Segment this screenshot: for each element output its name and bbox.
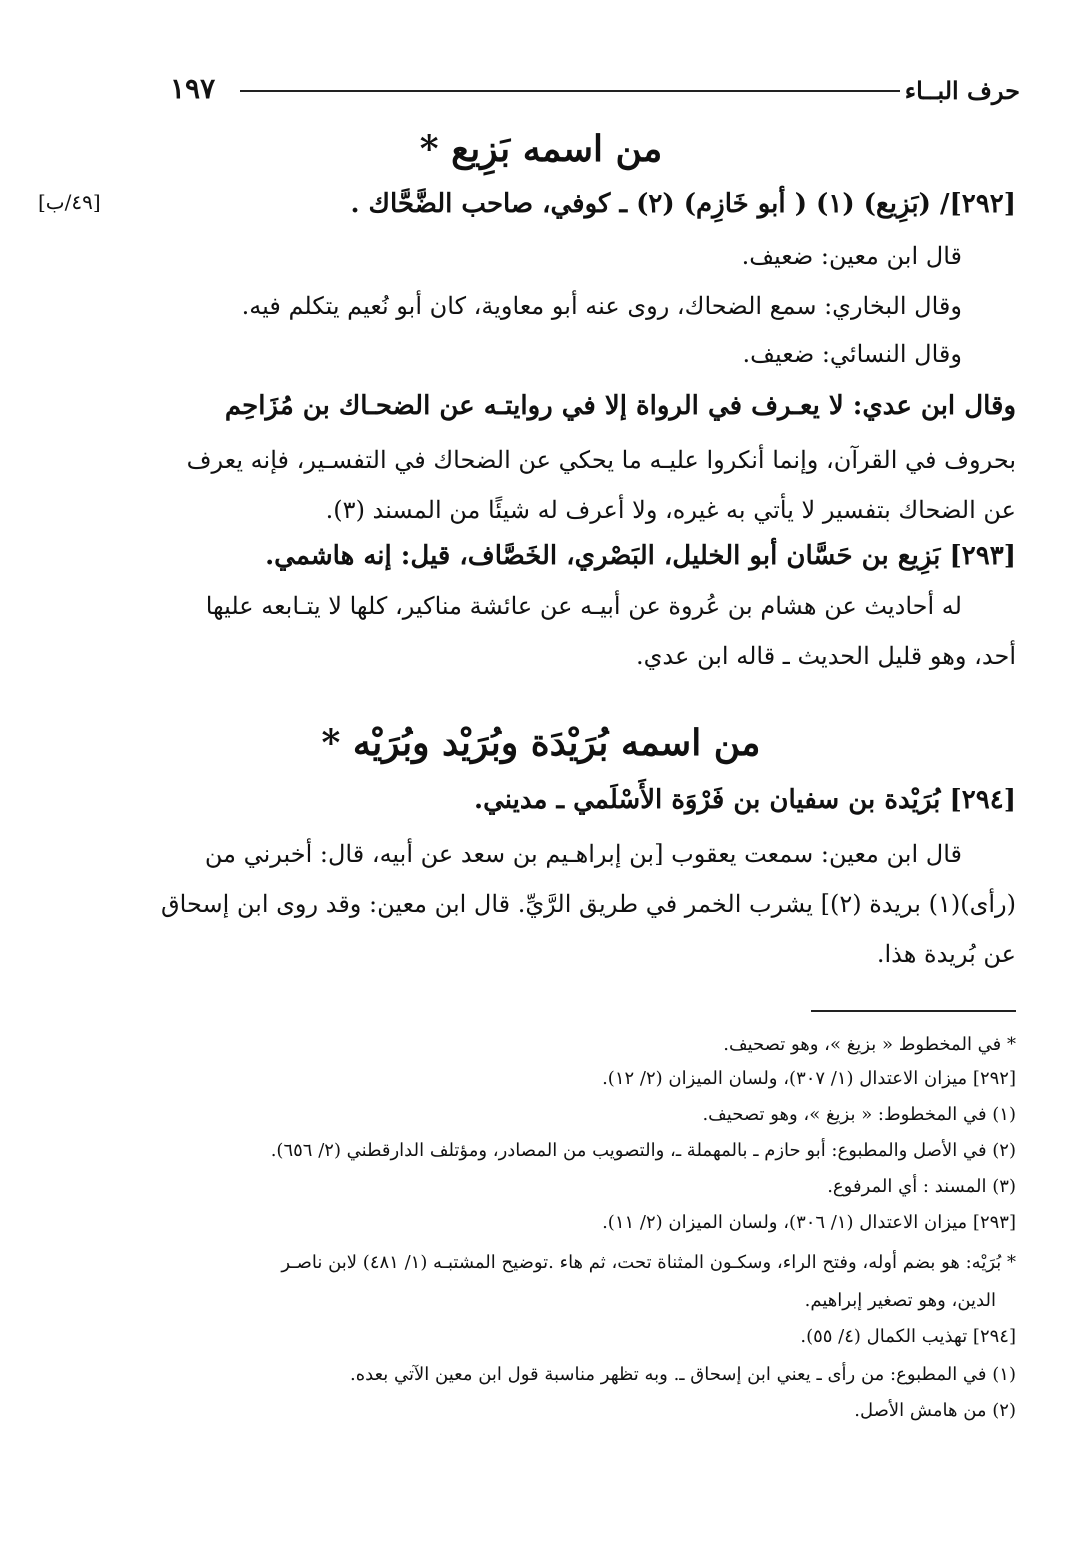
- footnote: * بُرَيْه: هو بضم أوله، وفتح الراء، وسكـون المثناة تحت، ثم هاء .توضيح المشتبـه (١/ ٤٨١) لابن ناصـر: [281, 1252, 1016, 1273]
- text-line: وقال ابن عدي: لا يعـرف في الرواة إلا في روايتـه عن الضحـاك بن مُزَاحِم: [224, 391, 1016, 421]
- entry-293-title: [٢٩٣] بَزِيع بن حَسَّان أبو الخليل، البَصْري، الخَصَّاف، قيل: إنه هاشمي.: [265, 541, 1016, 571]
- header-rule: [240, 90, 900, 92]
- text-line: عن الضحاك بتفسير لا يأتي به غيره، ولا أعرف له شيئًا من المسند (٣).: [325, 496, 1016, 524]
- footnote: [٢٩٣] ميزان الاعتدال (١/ ٣٠٦)، ولسان الميزان (٢/ ١١).: [602, 1212, 1016, 1233]
- running-header: [170, 68, 1020, 108]
- footnote: (١) في المخطوط: « بزيغ »، وهو تصحيف.: [702, 1104, 1016, 1125]
- footnote: (٢) في الأصل والمطبوع: أبو حازم ـ بالمهملة ـ، والتصويب من المصادر، ومؤتلف الدارقطني (٢/ ٦٥٦).: [270, 1140, 1016, 1161]
- margin-folio-note: [٤٩/ب]: [38, 190, 101, 214]
- text-line: بحروف في القرآن، وإنما أنكروا عليـه ما يحكي عن الضحاك في التفسـير، فإنه يعرف: [186, 446, 1016, 474]
- footnote: (٣) المسند : أي المرفوع.: [827, 1176, 1016, 1197]
- text-line: له أحاديث عن هشام بن عُروة عن أبيـه عن عائشة مناكير، كلها لا يتـابعه عليها: [205, 592, 962, 620]
- text-line: (رأى)(١) بريدة (٢)] يشرب الخمر في طريق الرَّيِّ. قال ابن معين: وقد روى ابن إسحاق: [161, 890, 1016, 918]
- footnote-separator: [811, 1010, 1016, 1012]
- entry-294-title: [٢٩٤] بُرَيْدة بن سفيان بن فَرْوَة الأَسْلَمي ـ مديني.: [474, 785, 1016, 815]
- page-number: ١٩٧: [170, 72, 216, 105]
- text-line: قال ابن معين: ضعيف.: [741, 242, 962, 270]
- text-line: وقال البخاري: سمع الضحاك، روى عنه أبو معاوية، كان أبو نُعيم يتكلم فيه.: [241, 292, 962, 320]
- footnote: * في المخطوط « بزيغ »، وهو تصحيف.: [723, 1034, 1016, 1055]
- section-heading: من اسمه بُرَيْدَة وبُرَيْد وبُرَيْه *: [321, 722, 761, 764]
- text-line: أحد، وهو قليل الحديث ـ قاله ابن عدي.: [636, 642, 1016, 670]
- footnote: [٢٩٤] تهذيب الكمال (٤/ ٥٥).: [800, 1326, 1016, 1347]
- section-heading: من اسمه بَزِيع *: [419, 128, 663, 170]
- footnote: الدين، وهو تصغير إبراهيم.: [804, 1290, 996, 1311]
- footnote: [٢٩٢] ميزان الاعتدال (١/ ٣٠٧)، ولسان الميزان (٢/ ١٢).: [602, 1068, 1016, 1089]
- text-line: وقال النسائي: ضعيف.: [742, 340, 962, 368]
- footnote: (٢) من هامش الأصل.: [854, 1400, 1016, 1421]
- text-line: قال ابن معين: سمعت يعقوب [بن إبراهـيم بن سعد عن أبيه، قال: أخبرني من: [204, 840, 962, 868]
- text-line: عن بُريدة هذا.: [876, 940, 1016, 968]
- entry-292-title: [٢٩٢]/ (بَزِيع) (١) ( أبو خَازِم) (٢) ـ كوفي، صاحب الضَّحَّاك .: [350, 189, 1016, 219]
- chapter-title: حرف البــاء: [904, 76, 1020, 105]
- footnote: (١) في المطبوع: من رأى ـ يعني ابن إسحاق ـ. وبه تظهر مناسبة قول ابن معين الآتي بعده.: [350, 1364, 1016, 1385]
